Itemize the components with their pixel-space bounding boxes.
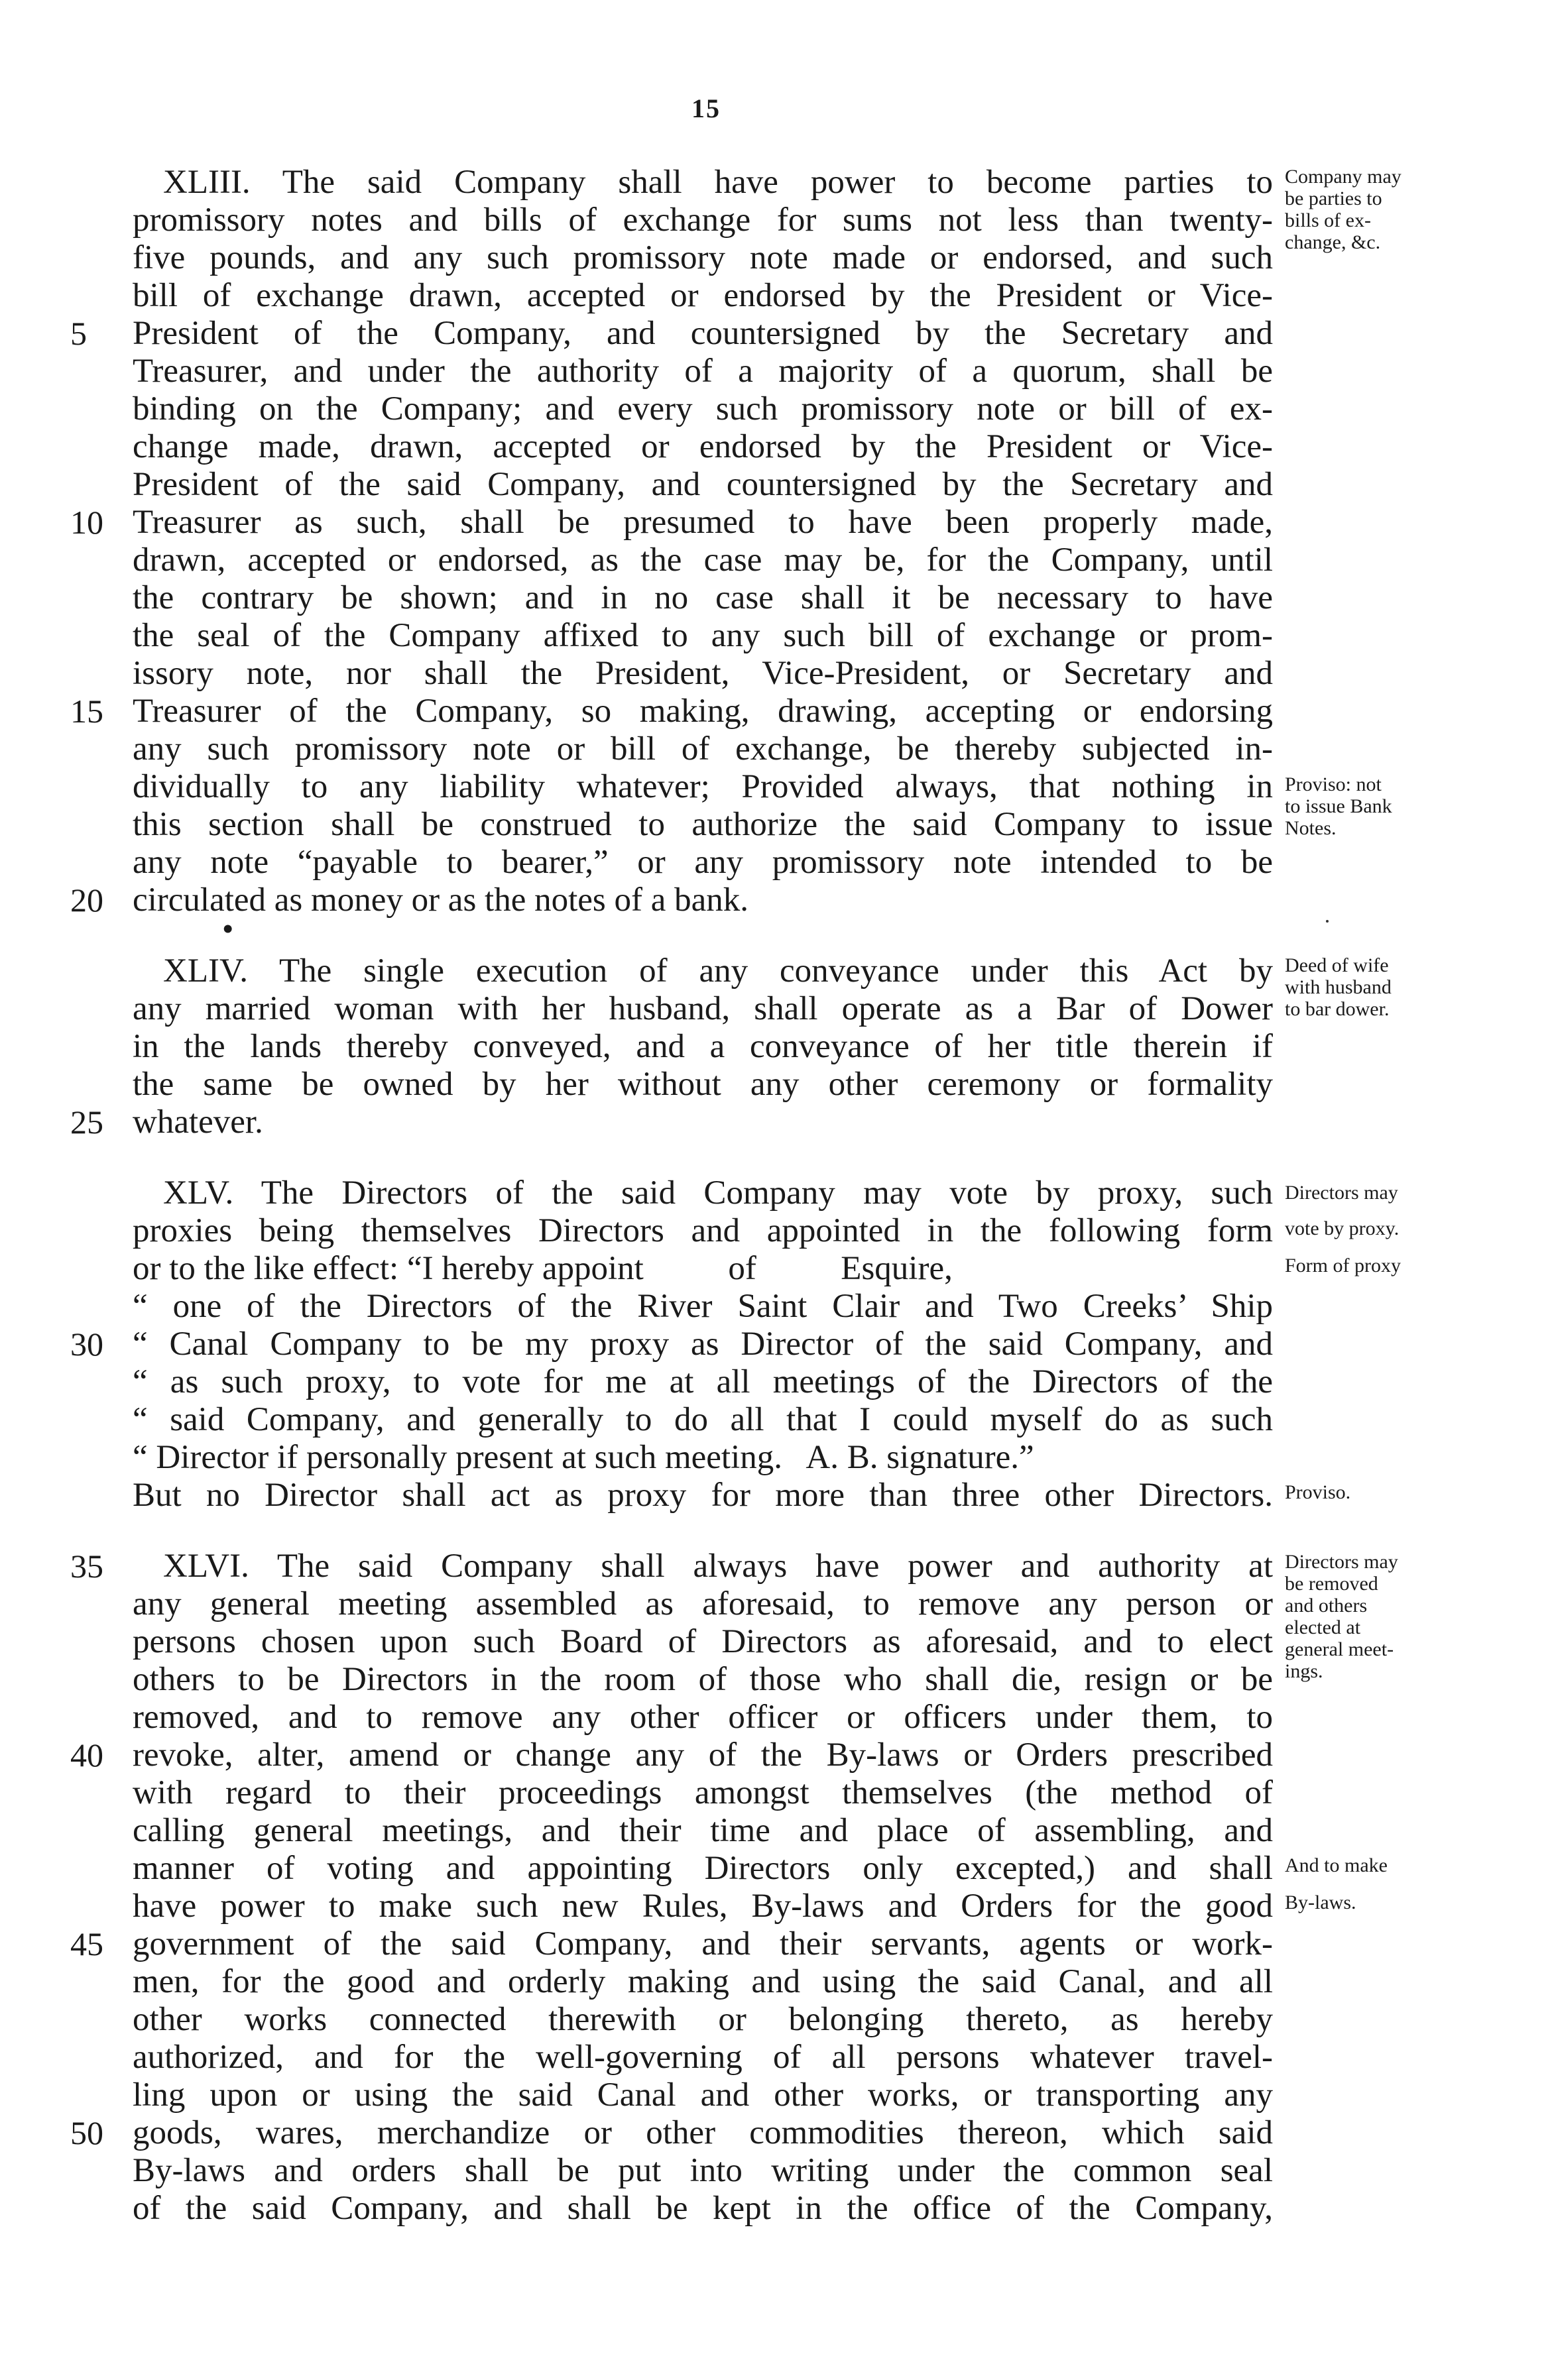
margin-note: By-laws. — [1285, 1892, 1356, 1913]
text-line: President of the said Company, and countersigned by the Secretary and — [133, 466, 1273, 503]
text-line: Treasurer as such, shall be presumed to have been properly made, — [133, 504, 1273, 541]
text-line: “ as such proxy, to vote for me at all meetings of the Directors of the — [133, 1363, 1273, 1400]
line-number: 40 — [70, 1736, 103, 1774]
text-line: “ said Company, and generally to do all that I could myself do as such — [133, 1401, 1273, 1438]
margin-note: elected at — [1285, 1616, 1361, 1638]
text-line: ling upon or using the said Canal and other works, or transporting any — [133, 2076, 1273, 2114]
text-line: binding on the Company; and every such promissory note or bill of ex- — [133, 390, 1273, 427]
margin-note: Company may — [1285, 166, 1402, 188]
line-number: 45 — [70, 1925, 103, 1962]
line-number: 35 — [70, 1548, 103, 1585]
text-line: government of the said Company, and their servants, agents or work- — [133, 1925, 1273, 1962]
text-line: bill of exchange drawn, accepted or endorsed by the President or Vice- — [133, 277, 1273, 314]
text-line: the contrary be shown; and in no case shall it be necessary to have — [133, 579, 1273, 616]
text-line: President of the Company, and countersigned by the Secretary and — [133, 315, 1273, 352]
line-number: 30 — [70, 1326, 103, 1363]
margin-note: to issue Bank — [1285, 795, 1392, 817]
text-line: five pounds, and any such promissory note made or endorsed, and such — [133, 239, 1273, 276]
margin-note: with husband — [1285, 976, 1392, 998]
text-line: XLVI. The said Company shall always have power and authority at — [163, 1548, 1273, 1585]
text-line: “ one of the Directors of the River Saint Clair and Two Creeks’ Ship — [133, 1288, 1273, 1325]
text-line: goods, wares, merchandize or other commodities thereon, which said — [133, 2114, 1273, 2151]
margin-note: bills of ex- — [1285, 209, 1371, 231]
line-number: 20 — [70, 881, 103, 919]
text-line: the seal of the Company affixed to any such bill of exchange or prom- — [133, 617, 1273, 654]
text-line: issory note, nor shall the President, Vice-President, or Secretary and — [133, 655, 1273, 692]
text-line: revoke, alter, amend or change any of the By-laws or Orders prescribed — [133, 1736, 1273, 1774]
text-line: the same be owned by her without any other ceremony or formality — [133, 1066, 1273, 1103]
text-line: any such promissory note or bill of exchange, be thereby subjected in- — [133, 730, 1273, 767]
text-line: any married woman with her husband, shall operate as a Bar of Dower — [133, 990, 1273, 1027]
margin-note: vote by proxy. — [1285, 1218, 1400, 1239]
text-line: in the lands thereby conveyed, and a conveyance of her title therein if — [133, 1028, 1273, 1065]
text-line: with regard to their proceedings amongst themselves (the method of — [133, 1774, 1273, 1811]
text-line: or to the like effect: “I hereby appoint of Esquire, — [133, 1250, 953, 1287]
text-line: By-laws and orders shall be put into writing under the common seal — [133, 2152, 1273, 2189]
text-line: Treasurer, and under the authority of a majority of a quorum, shall be — [133, 353, 1273, 390]
text-line: “ Canal Company to be my proxy as Director of the said Company, and — [133, 1326, 1273, 1363]
text-line: this section shall be construed to authorize the said Company to issue — [133, 806, 1273, 843]
margin-note: Directors may — [1285, 1182, 1398, 1204]
text-line: XLV. The Directors of the said Company may vote by proxy, such — [163, 1174, 1273, 1212]
text-line: authorized, and for the well-governing of all persons whatever travel- — [133, 2039, 1273, 2076]
text-line: drawn, accepted or endorsed, as the case may be, for the Company, until — [133, 541, 1273, 579]
text-line: change made, drawn, accepted or endorsed by the President or Vice- — [133, 428, 1273, 465]
text-line: other works connected therewith or belonging thereto, as hereby — [133, 2001, 1273, 2038]
text-line: promissory notes and bills of exchange for sums not less than twenty- — [133, 201, 1273, 239]
line-number: 25 — [70, 1104, 103, 1141]
ink-speck — [1326, 920, 1329, 923]
text-line: XLIV. The single execution of any conveyance under this Act by — [163, 952, 1273, 990]
text-line: men, for the good and orderly making and using the said Canal, and all — [133, 1963, 1273, 2000]
margin-note: Proviso: not — [1285, 773, 1382, 795]
text-line: “ Director if personally present at such meeting. A. B. signature.” — [133, 1439, 1034, 1476]
margin-note: Form of proxy — [1285, 1255, 1401, 1276]
line-number: 50 — [70, 2114, 103, 2151]
line-number: 10 — [70, 504, 103, 541]
text-line: XLIII. The said Company shall have power to become parties to — [163, 164, 1273, 201]
text-line: removed, and to remove any other officer or officers under them, to — [133, 1699, 1273, 1736]
page-number: 15 — [691, 93, 721, 123]
margin-note: be removed — [1285, 1573, 1378, 1595]
text-line: have power to make such new Rules, By-laws and Orders for the good — [133, 1888, 1273, 1925]
text-line: Treasurer of the Company, so making, drawing, accepting or endorsing — [133, 693, 1273, 730]
text-line: others to be Directors in the room of those who shall die, resign or be — [133, 1661, 1273, 1698]
text-line: whatever. — [133, 1104, 263, 1141]
margin-note: and others — [1285, 1595, 1368, 1616]
text-line: any note “payable to bearer,” or any promissory note intended to be — [133, 844, 1273, 881]
text-line: any general meeting assembled as aforesaid, to remove any person or — [133, 1585, 1273, 1622]
text-line: But no Director shall act as proxy for more than three other Directors. — [133, 1477, 1273, 1514]
margin-note: Proviso. — [1285, 1481, 1351, 1503]
text-line: persons chosen upon such Board of Directors as aforesaid, and to elect — [133, 1623, 1273, 1660]
text-line: calling general meetings, and their time and place of assembling, and — [133, 1812, 1273, 1849]
margin-note: be parties to — [1285, 188, 1382, 209]
margin-note: to bar dower. — [1285, 998, 1390, 1020]
margin-note: Deed of wife — [1285, 954, 1389, 976]
text-line: manner of voting and appointing Directors only excepted,) and shall — [133, 1850, 1273, 1887]
line-number: 15 — [70, 693, 103, 730]
ink-speck: • — [223, 913, 233, 945]
margin-note: general meet- — [1285, 1638, 1394, 1660]
margin-note: ings. — [1285, 1660, 1323, 1682]
line-number: 5 — [70, 315, 87, 352]
text-line: circulated as money or as the notes of a bank. — [133, 881, 749, 919]
margin-note: And to make — [1285, 1854, 1388, 1876]
text-line: of the said Company, and shall be kept in the office of the Company, — [133, 2190, 1273, 2227]
text-line: proxies being themselves Directors and appointed in the following form — [133, 1212, 1273, 1249]
margin-note: change, &c. — [1285, 231, 1381, 253]
text-line: dividually to any liability whatever; Provided always, that nothing in — [133, 768, 1273, 805]
margin-note: Notes. — [1285, 817, 1337, 839]
margin-note: Directors may — [1285, 1551, 1398, 1573]
